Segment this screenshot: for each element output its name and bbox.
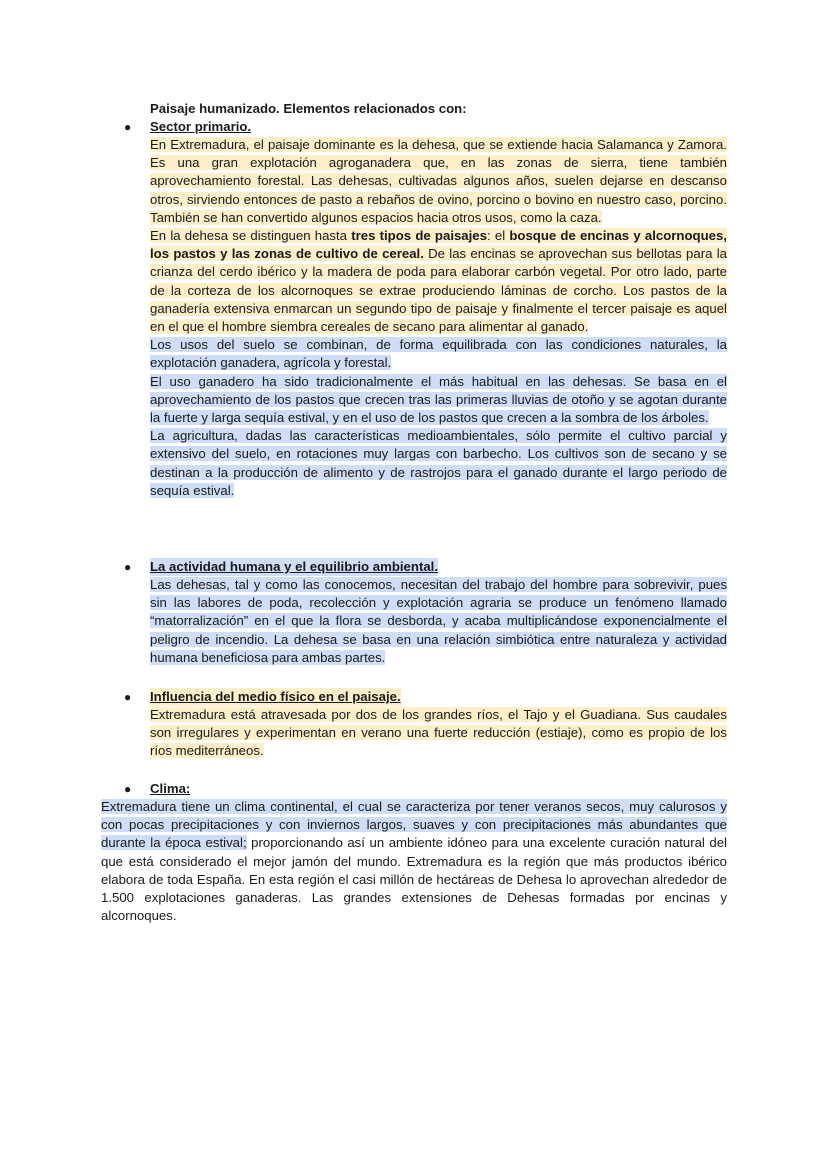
text-run: En la dehesa se distinguen hasta bbox=[150, 228, 352, 244]
section-heading: La actividad humana y el equilibrio ambiental. bbox=[150, 559, 439, 574]
paragraph bbox=[150, 228, 727, 334]
section-actividad-humana bbox=[0, 558, 828, 576]
bold-text: bosque de encinas y alcornoques, los pastos y las zonas de cultivo de cereal. bbox=[150, 228, 727, 262]
bullet-icon: ● bbox=[124, 120, 132, 134]
paragraph: La agricultura, dadas las características medioambientales, sólo permite el cultivo parcial y extensivo del suelo, en rotaciones muy largas con barbecho. Los cultivos son de secano y se destinan a la producción de alimento y de rastrojos para el ganado durante el largo periodo de sequía estival. bbox=[150, 428, 727, 498]
section-sector-primario bbox=[0, 118, 828, 136]
section-heading: Influencia del medio físico en el paisaje. bbox=[150, 689, 401, 704]
bullet-icon: ● bbox=[124, 690, 132, 704]
bullet-icon: ● bbox=[124, 560, 132, 574]
section-body-clima bbox=[101, 798, 727, 925]
text-run: De las encinas se aprovechan sus bellotas para la crianza del cerdo ibérico y la madera de poda para elaborar carbón vegetal. Por otro lado, parte de la corteza de los alcornoques se extrae produciendo láminas de corcho. Los pastos de la ganadería extensiva enmarcan un segundo tipo de paisaje y finalmente el tercer paisaje es aquel en el que el hombre siembra cereales de secano para alimentar al ganado. bbox=[150, 246, 727, 335]
bold-text: tres tipos de paisajes bbox=[351, 228, 487, 244]
paragraph: Extremadura está atravesada por dos de los grandes ríos, el Tajo y el Guadiana. Sus caudales son irregulares y experimentan en verano una fuerte reducción (estiaje), como es propio de los ríos mediterráneos. bbox=[150, 707, 727, 759]
section-heading: Clima: bbox=[150, 781, 191, 796]
bullet-icon: ● bbox=[124, 782, 132, 796]
highlighted-text: Extremadura tiene un clima continental, el cual se caracteriza por tener veranos secos, muy calurosos y con pocas precipitaciones y con inviernos largos, suaves y con precipitaciones más abundantes que durante la época estival; bbox=[101, 799, 727, 851]
section-body-medio-fisico bbox=[150, 706, 727, 761]
section-clima bbox=[0, 780, 828, 798]
section-body-actividad-humana bbox=[150, 576, 727, 667]
text-run: : el bbox=[486, 228, 510, 244]
paragraph-text: proporcionando así un ambiente idóneo para una excelente curación natural del que está considerado el mejor jamón del mundo. Extremadura es la región que más productos ibérico elabora de toda España. En esta región el casi millón de hectáreas de Dehesa lo aprovechan alrededor de 1.500 explotaciones ganaderas. Las grandes extensiones de Dehesas formadas por encinas y alcornoques. bbox=[101, 835, 727, 924]
paragraph: El uso ganadero ha sido tradicionalmente el más habitual en las dehesas. Se basa en el aprovechamiento de los pastos que crecen tras las primeras lluvias de otoño y se agotan durante la fuerte y larga sequía estival, y en el uso de los pastos que crecen a la sombra de los árboles. bbox=[150, 373, 727, 426]
page-title: Paisaje humanizado. Elementos relacionados con: bbox=[150, 101, 467, 116]
paragraph: Las dehesas, tal y como las conocemos, necesitan del trabajo del hombre para sobrevivir, pues sin las labores de poda, recolección y explotación agraria se produce un fenómeno llamado “matorralización” en el que la flora se desborda, y acaba multiplicándose exponencialmente el peligro de incendio. La dehesa se basa en una relación simbiótica entre naturaleza y actividad humana beneficiosa para ambas partes. bbox=[150, 577, 727, 665]
paragraph: En Extremadura, el paisaje dominante es la dehesa, que se extiende hacia Salamanca y Zamora. Es una gran explotación agroganadera que, en las zonas de sierra, tiene también aprovechamiento forestal. Las dehesas, cultivadas algunos años, suelen dejarse en descanso otros, sirviendo entonces de pasto a rebaños de ovino, porcino o bovino en nuestro caso, porcino. También se han convertido algunos espacios hacia otros usos, como la caza. bbox=[150, 137, 727, 225]
paragraph: Los usos del suelo se combinan, de forma equilibrada con las condiciones naturales, la explotación ganadera, agrícola y forestal. bbox=[150, 337, 727, 371]
section-heading: Sector primario. bbox=[150, 119, 252, 134]
section-medio-fisico bbox=[0, 688, 828, 706]
section-body-sector-primario bbox=[150, 136, 727, 500]
